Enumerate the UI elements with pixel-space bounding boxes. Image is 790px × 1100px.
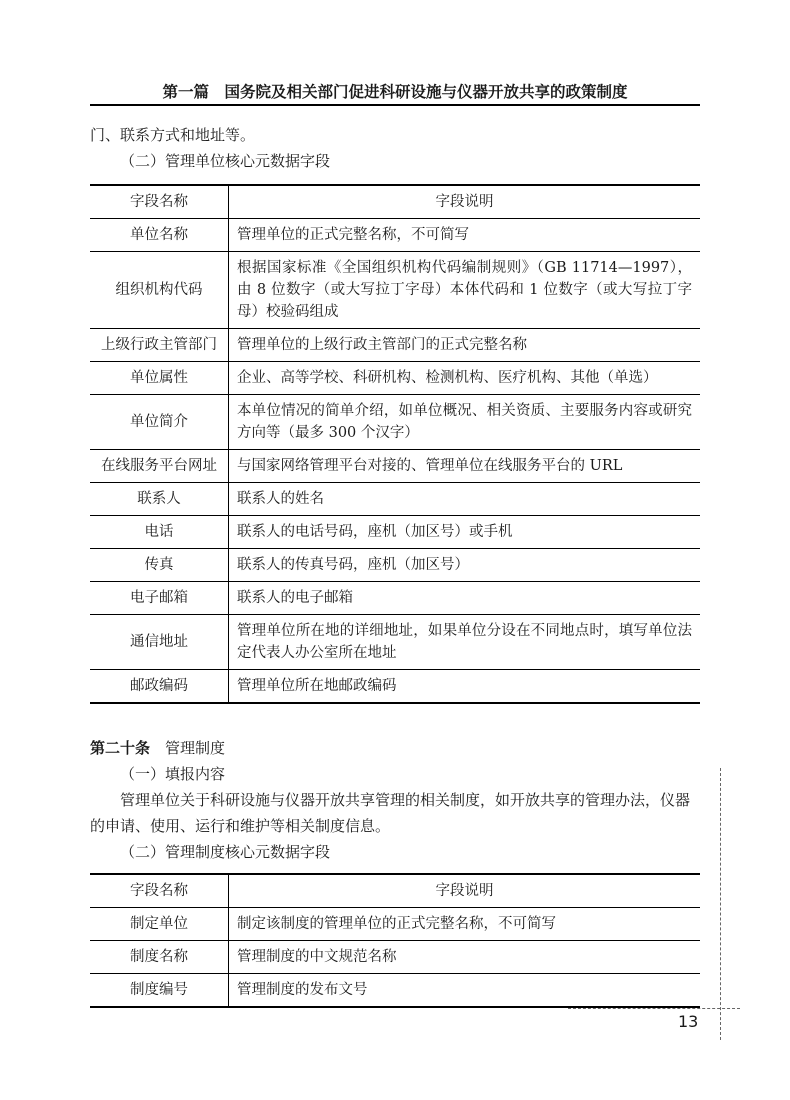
- article-body-paragraph: 管理单位关于科研设施与仪器开放共享管理的相关制度，如开放共享的管理办法，仪器的申请、使用、运行和维护等相关制度信息。: [90, 791, 691, 835]
- table-row: [90, 941, 700, 974]
- crop-mark-vertical: [720, 768, 721, 1040]
- table-header-row: [90, 874, 700, 908]
- admin-unit-metadata-table: [90, 184, 700, 704]
- column-header-field-desc: 字段说明: [229, 185, 701, 219]
- field-description-cell: 管理制度的中文规范名称: [229, 941, 701, 974]
- field-description-cell: 联系人的传真号码，座机（加区号）: [229, 549, 701, 582]
- field-name-cell: 电子邮箱: [90, 582, 229, 615]
- running-header: 第一篇 国务院及相关部门促进科研设施与仪器开放共享的政策制度: [162, 83, 628, 101]
- field-name-cell: 在线服务平台网址: [90, 450, 229, 483]
- column-header-field-desc: 字段说明: [229, 874, 701, 908]
- field-name-cell: 组织机构代码: [90, 252, 229, 329]
- table-row: [90, 516, 700, 549]
- field-description-cell: 管理单位所在地邮政编码: [229, 670, 701, 704]
- header-rule: [90, 104, 700, 106]
- field-name-cell: 传真: [90, 549, 229, 582]
- table-header-row: [90, 185, 700, 219]
- field-name-cell: 电话: [90, 516, 229, 549]
- table-row: [90, 582, 700, 615]
- table-row: [90, 549, 700, 582]
- field-name-cell: 单位名称: [90, 219, 229, 252]
- crop-mark-horizontal: [568, 1008, 740, 1009]
- page-number: 13: [678, 1012, 699, 1031]
- intro-line: 门、联系方式和地址等。: [90, 126, 256, 144]
- table-row: [90, 908, 700, 941]
- field-description-cell: 与国家网络管理平台对接的、管理单位在线服务平台的 URL: [229, 450, 701, 483]
- table-row: [90, 974, 700, 1008]
- article-number: 第二十条: [90, 739, 151, 757]
- table-body: [90, 908, 700, 1008]
- table-row: [90, 615, 700, 670]
- field-name-cell: 制度编号: [90, 974, 229, 1008]
- subheading-policy-fields: （二）管理制度核心元数据字段: [120, 843, 331, 861]
- field-name-cell: 邮政编码: [90, 670, 229, 704]
- table-row: [90, 395, 700, 450]
- field-description-cell: 管理单位的上级行政主管部门的正式完整名称: [229, 329, 701, 362]
- field-name-cell: 制度名称: [90, 941, 229, 974]
- field-description-cell: 联系人的电话号码，座机（加区号）或手机: [229, 516, 701, 549]
- field-description-cell: 管理制度的发布文号: [229, 974, 701, 1008]
- table-row: [90, 362, 700, 395]
- field-description-cell: 管理单位的正式完整名称，不可简写: [229, 219, 701, 252]
- field-name-cell: 联系人: [90, 483, 229, 516]
- article-heading: [90, 735, 225, 761]
- table-row: [90, 450, 700, 483]
- field-name-cell: 通信地址: [90, 615, 229, 670]
- field-description-cell: 制定该制度的管理单位的正式完整名称，不可简写: [229, 908, 701, 941]
- policy-metadata-table: [90, 873, 700, 1008]
- field-description-cell: 联系人的姓名: [229, 483, 701, 516]
- article-title: 管理制度: [165, 739, 226, 757]
- subheading-admin-unit-fields: （二）管理单位核心元数据字段: [120, 152, 331, 170]
- field-description-cell: 本单位情况的简单介绍，如单位概况、相关资质、主要服务内容或研究方向等（最多 300 个汉字）: [229, 395, 701, 450]
- table-row: [90, 219, 700, 252]
- table-row: [90, 483, 700, 516]
- field-name-cell: 制定单位: [90, 908, 229, 941]
- field-description-cell: 企业、高等学校、科研机构、检测机构、医疗机构、其他（单选）: [229, 362, 701, 395]
- subheading-fill-content: （一）填报内容: [120, 765, 226, 783]
- field-description-cell: 管理单位所在地的详细地址，如果单位分设在不同地点时，填写单位法定代表人办公室所在地址: [229, 615, 701, 670]
- table-body: [90, 219, 700, 704]
- field-name-cell: 单位属性: [90, 362, 229, 395]
- field-name-cell: 单位简介: [90, 395, 229, 450]
- column-header-field-name: 字段名称: [90, 874, 229, 908]
- field-description-cell: 联系人的电子邮箱: [229, 582, 701, 615]
- table-row: [90, 670, 700, 704]
- table-row: [90, 252, 700, 329]
- column-header-field-name: 字段名称: [90, 185, 229, 219]
- field-name-cell: 上级行政主管部门: [90, 329, 229, 362]
- table-row: [90, 329, 700, 362]
- field-description-cell: 根据国家标准《全国组织机构代码编制规则》（GB 11714—1997），由 8 位数字（或大写拉丁字母）本体代码和 1 位数字（或大写拉丁字母）校验码组成: [229, 252, 701, 329]
